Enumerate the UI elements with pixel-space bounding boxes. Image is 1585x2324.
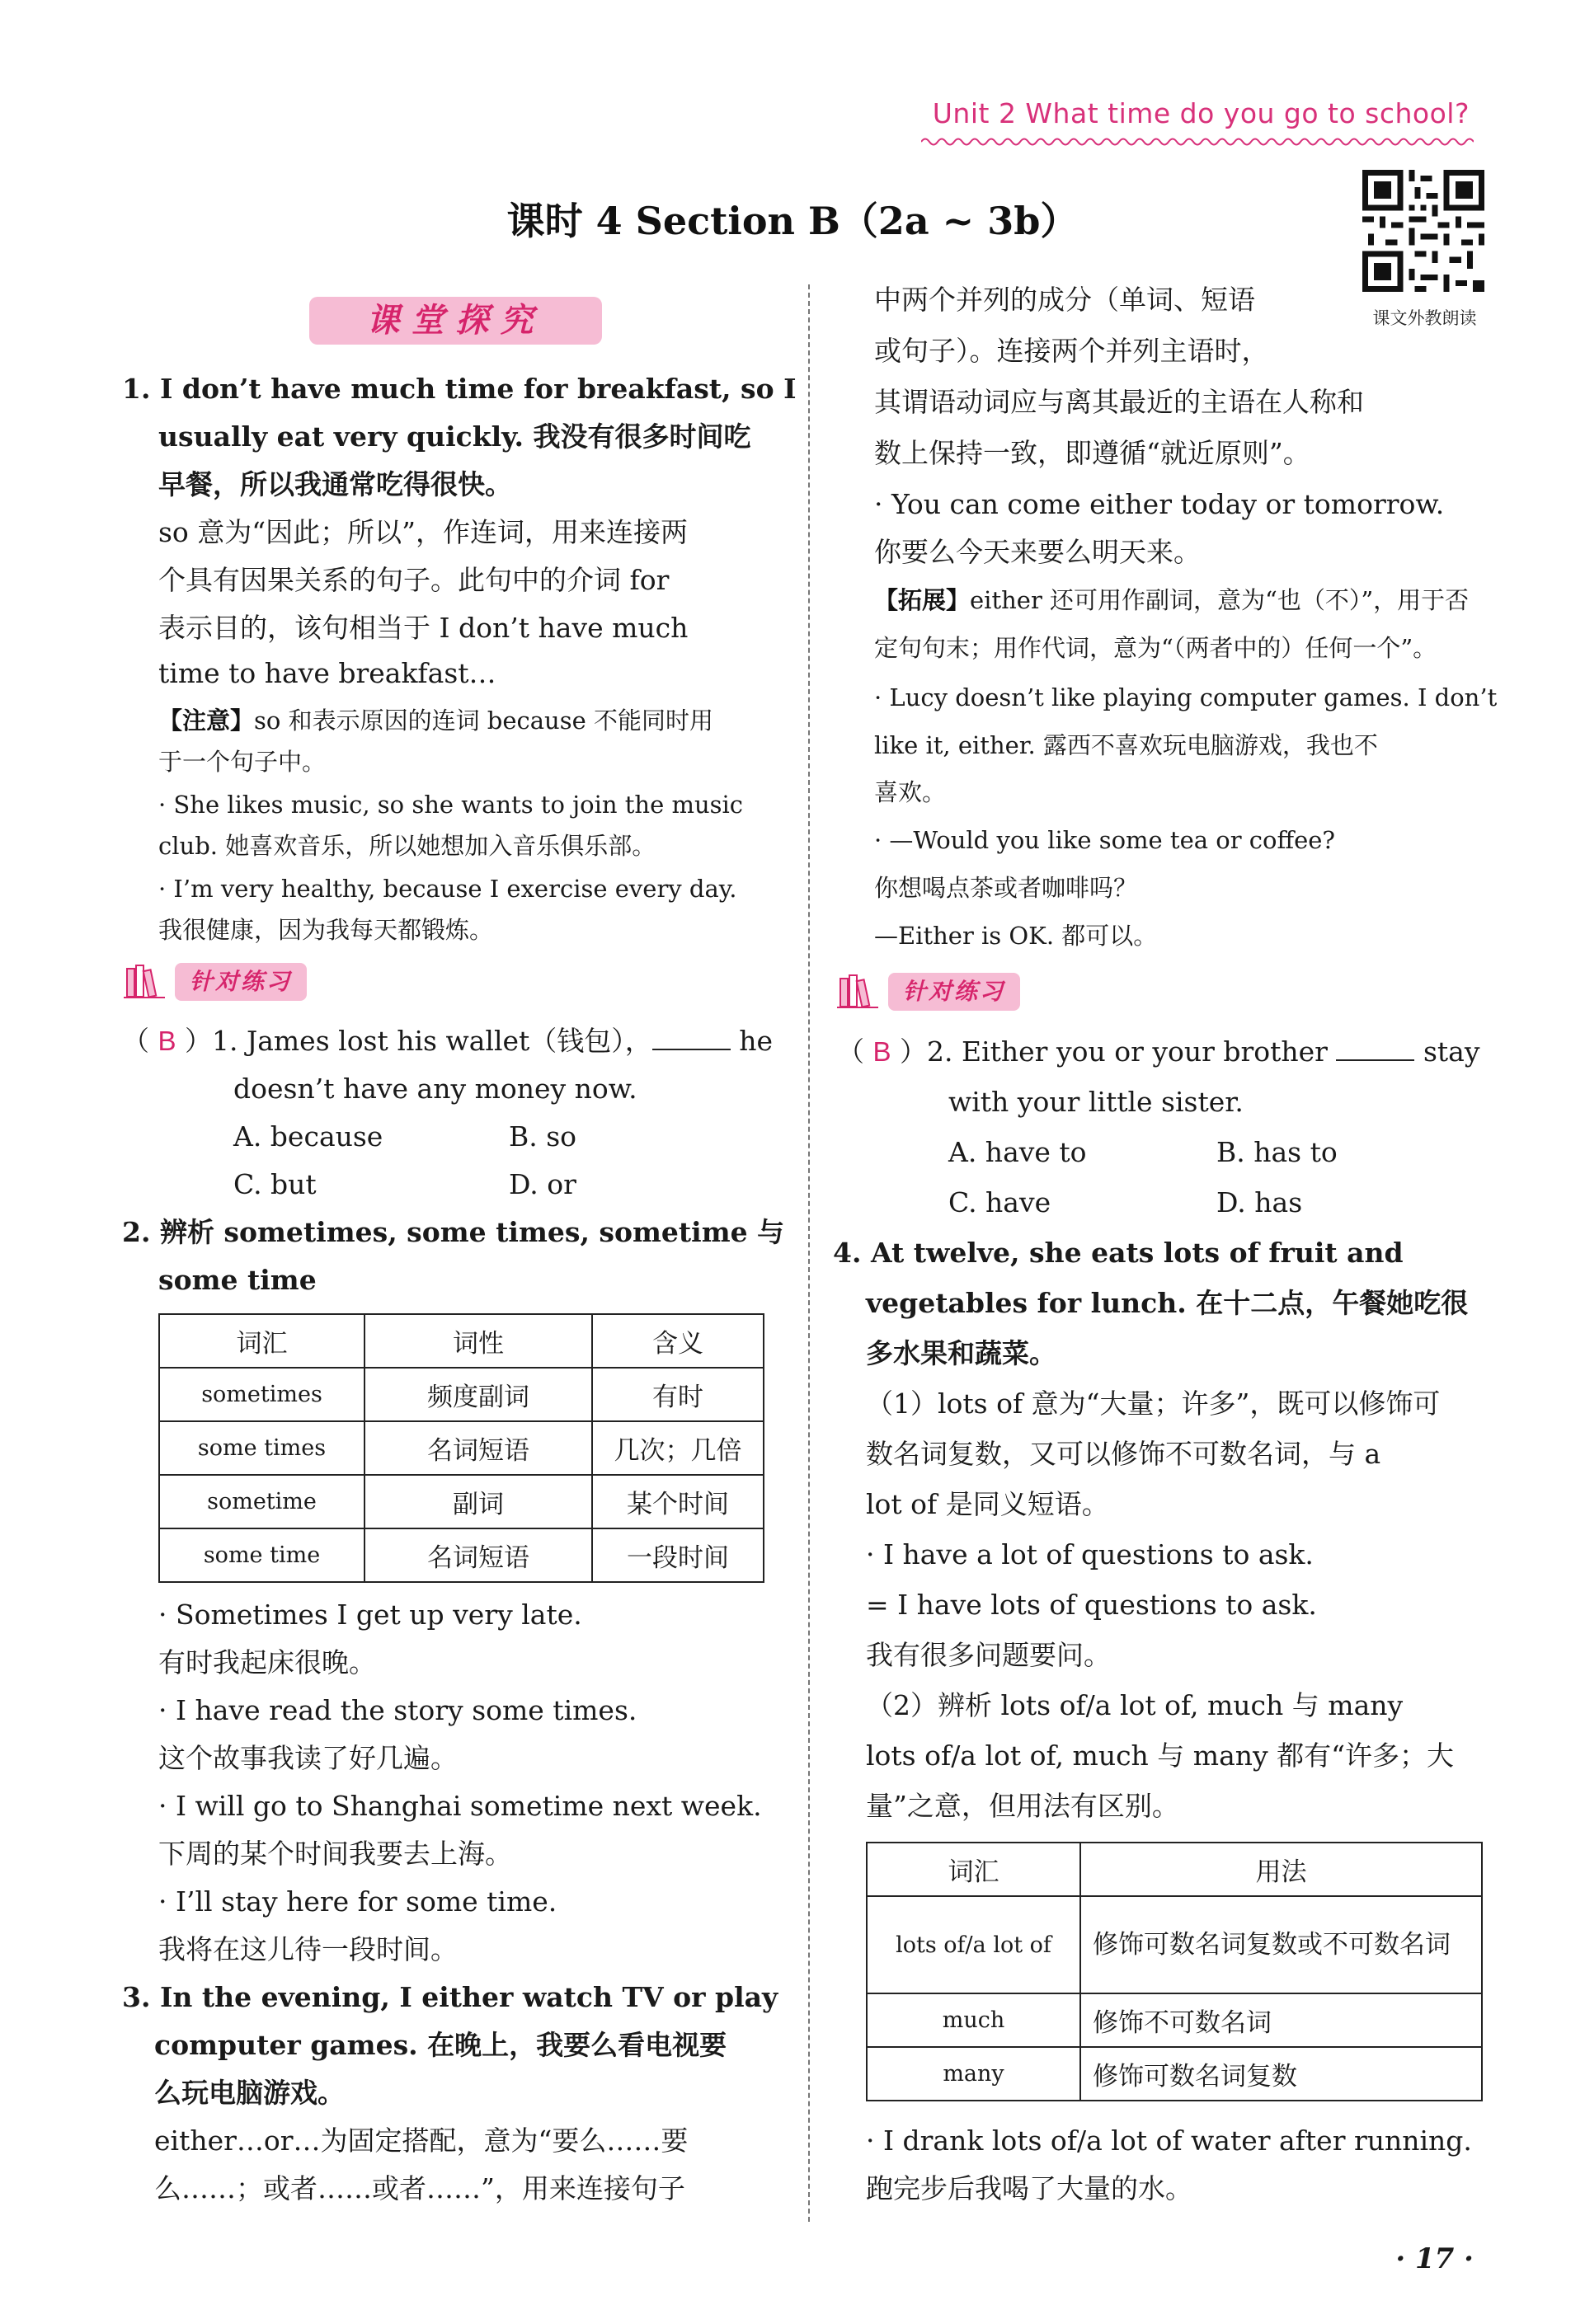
section-banner: 课堂探究 xyxy=(309,297,602,345)
extension-text: either 还可用作副词，意为“也（不）”，用于否 xyxy=(970,586,1470,614)
question-1-tail: he xyxy=(730,1025,774,1057)
example-sentence: 跑完步后我喝了大量的水。 xyxy=(866,2172,1192,2204)
option-a[interactable]: A. because xyxy=(233,1120,383,1153)
point-1-line: 表示目的，该句相当于 I don’t have much xyxy=(158,612,689,644)
question-2 xyxy=(837,1028,1479,1076)
example-sentence: · She likes music, so she wants to join the music xyxy=(158,791,744,819)
example-sentence: 你想喝点茶或者咖啡吗？ xyxy=(874,874,1138,902)
example-sentence: like it, either. 露西不喜欢玩电脑游戏，我也不 xyxy=(874,731,1378,759)
practice-banner xyxy=(837,973,1020,1011)
point-1-note xyxy=(158,699,713,742)
example-sentence: 我很健康，因为我每天都锻炼。 xyxy=(158,916,494,944)
table-cell: 副词 xyxy=(365,1475,592,1528)
example-sentence: 有时我起床很晚。 xyxy=(158,1646,376,1678)
example-sentence: 这个故事我读了好几遍。 xyxy=(158,1742,458,1774)
table-row xyxy=(159,1528,764,1582)
table-header: 含义 xyxy=(592,1314,764,1368)
point-1-line: 个具有因果关系的句子。此句中的介词 for xyxy=(158,564,670,596)
option-d[interactable]: D. or xyxy=(509,1168,576,1200)
header-wavy-line xyxy=(921,136,1474,148)
practice-label: 针对练习 xyxy=(888,973,1020,1011)
point-3-line: 数上保持一致，即遵循“就近原则”。 xyxy=(874,437,1310,469)
question-2-text-2: with your little sister. xyxy=(948,1086,1244,1118)
table-header-row xyxy=(159,1314,764,1368)
table-cell: 一段时间 xyxy=(592,1528,764,1582)
point-3-line: either…or…为固定搭配，意为“要么……要 xyxy=(154,2124,689,2157)
table-cell: lots of/a lot of xyxy=(867,1896,1080,1993)
point-1-note-2: 于一个句子中。 xyxy=(158,748,327,776)
example-sentence: · I drank lots of/a lot of water after running. xyxy=(866,2124,1472,2157)
example-sentence: · I have read the story some times. xyxy=(158,1694,637,1726)
point-1-title-2: usually eat very quickly. 我没有很多时间吃 xyxy=(158,420,751,453)
point-1-line: time to have breakfast… xyxy=(158,657,496,689)
table-row xyxy=(159,1475,764,1528)
table-row xyxy=(159,1368,764,1421)
example-sentence: · —Would you like some tea or coffee? xyxy=(874,826,1335,854)
point-2-title: 2. 辨析 sometimes, some times, sometime 与 xyxy=(122,1216,785,1248)
point-3-line: 中两个并列的成分（单词、短语 xyxy=(874,284,1255,316)
table-row xyxy=(159,1421,764,1475)
table-cell: 名词短语 xyxy=(365,1528,592,1582)
question-1 xyxy=(122,1017,773,1065)
table-cell: 频度副词 xyxy=(365,1368,592,1421)
table-header-row xyxy=(867,1843,1482,1896)
table-cell: much xyxy=(867,1993,1080,2047)
table-cell: 有时 xyxy=(592,1368,764,1421)
table-row xyxy=(867,1896,1482,1993)
qr-code-icon[interactable] xyxy=(1362,170,1484,292)
example-sentence: · I’ll stay here for some time. xyxy=(158,1885,557,1918)
point-2-title-2: some time xyxy=(158,1264,317,1296)
paren-open: （ xyxy=(837,1035,873,1068)
answer-blank[interactable] xyxy=(1336,1035,1414,1061)
table-header: 词汇 xyxy=(867,1843,1080,1896)
table-cell: some times xyxy=(159,1421,365,1475)
option-a[interactable]: A. have to xyxy=(948,1136,1087,1168)
table-cell: 修饰可数名词复数或不可数名词 xyxy=(1080,1896,1482,1993)
table-header: 用法 xyxy=(1080,1843,1482,1896)
option-b[interactable]: B. so xyxy=(509,1120,577,1153)
question-2-text: 2. Either you or your brother xyxy=(927,1035,1328,1068)
table-cell: many xyxy=(867,2047,1080,2101)
page-number: · 17 · xyxy=(1395,2242,1474,2275)
example-sentence: = I have lots of questions to ask. xyxy=(866,1589,1317,1621)
point-4-line: 量”之意，但用法有区别。 xyxy=(866,1790,1179,1822)
table-row xyxy=(867,1993,1482,2047)
practice-label: 针对练习 xyxy=(175,963,307,1001)
paren-close: ） xyxy=(176,1025,213,1057)
example-sentence: · I’m very healthy, because I exercise every day. xyxy=(158,875,737,903)
page-title: 课时 4 Section B（2a ~ 3b） xyxy=(506,199,1079,243)
extension-note-2: 定句句末；用作代词，意为“（两者中的）任何一个”。 xyxy=(874,634,1437,662)
table-header: 词性 xyxy=(365,1314,592,1368)
paren-close: ） xyxy=(891,1035,928,1068)
point-4-title-3: 多水果和蔬菜。 xyxy=(866,1337,1056,1369)
example-sentence: · You can come either today or tomorrow. xyxy=(874,488,1445,520)
table-cell: sometime xyxy=(159,1475,365,1528)
table-cell: 某个时间 xyxy=(592,1475,764,1528)
point-3-line: 或句子）。连接两个并列主语时， xyxy=(874,335,1269,367)
option-c[interactable]: C. but xyxy=(233,1168,317,1200)
qr-caption: 课文外教朗读 xyxy=(1372,308,1477,328)
example-sentence: · Lucy doesn’t like playing computer games. I don’t xyxy=(874,683,1498,711)
point-3-line: 么……；或者……或者……”，用来连接句子 xyxy=(154,2172,685,2204)
note-tag: 【注意】 xyxy=(158,707,255,735)
vocab-table-1 xyxy=(158,1313,764,1583)
extension-tag: 【拓展】 xyxy=(874,586,971,614)
answer-blank[interactable] xyxy=(652,1024,731,1050)
point-4-line: lots of/a lot of, much 与 many 都有“许多；大 xyxy=(866,1739,1455,1772)
example-sentence: 喜欢。 xyxy=(874,778,947,806)
books-icon xyxy=(837,974,878,1010)
point-3-title: 3. In the evening, I either watch TV or play xyxy=(122,1981,778,2013)
option-c[interactable]: C. have xyxy=(948,1186,1051,1218)
table-cell: some time xyxy=(159,1528,365,1582)
question-1-text: 1. James lost his wallet（钱包）， xyxy=(212,1025,652,1057)
note-text: so 和表示原因的连词 because 不能同时用 xyxy=(254,707,713,735)
answer-2: B xyxy=(872,1036,891,1067)
example-sentence: 你要么今天来要么明天来。 xyxy=(874,536,1201,568)
point-4-line: lot of 是同义短语。 xyxy=(866,1488,1109,1520)
point-4-line: （1）lots of 意为“大量；许多”，既可以修饰可 xyxy=(866,1387,1441,1420)
example-sentence: —Either is OK. 都可以。 xyxy=(874,922,1158,950)
question-1-text-2: doesn’t have any money now. xyxy=(233,1073,637,1105)
books-icon xyxy=(124,964,165,1000)
point-1-title: 1. I don’t have much time for breakfast, so I xyxy=(122,373,797,405)
point-3-title-2: computer games. 在晚上，我要么看电视要 xyxy=(154,2029,727,2061)
example-sentence: 下周的某个时间我要去上海。 xyxy=(158,1838,512,1870)
example-sentence: club. 她喜欢音乐，所以她想加入音乐俱乐部。 xyxy=(158,832,656,860)
example-sentence: · I will go to Shanghai sometime next week. xyxy=(158,1790,762,1822)
table-header: 词汇 xyxy=(159,1314,365,1368)
option-d[interactable]: D. has xyxy=(1216,1186,1303,1218)
point-1-line: so 意为“因此；所以”，作连词，用来连接两 xyxy=(158,516,689,548)
table-cell: 修饰可数名词复数 xyxy=(1080,2047,1482,2101)
point-1-title-3: 早餐，所以我通常吃得很快。 xyxy=(158,468,512,500)
table-cell: 名词短语 xyxy=(365,1421,592,1475)
vocab-table-2 xyxy=(866,1842,1483,2101)
option-b[interactable]: B. has to xyxy=(1216,1136,1338,1168)
column-divider xyxy=(808,284,810,2222)
point-4-title: 4. At twelve, she eats lots of fruit and xyxy=(833,1237,1404,1269)
table-cell: sometimes xyxy=(159,1368,365,1421)
table-cell: 几次；几倍 xyxy=(592,1421,764,1475)
point-4-title-2: vegetables for lunch. 在十二点，午餐她吃很 xyxy=(866,1287,1469,1319)
point-4-line: （2）辨析 lots of/a lot of, much 与 many xyxy=(866,1689,1404,1721)
example-sentence: 我将在这儿待一段时间。 xyxy=(158,1933,458,1965)
example-sentence: · I have a lot of questions to ask. xyxy=(866,1538,1314,1570)
table-cell: 修饰不可数名词 xyxy=(1080,1993,1482,2047)
extension-note xyxy=(874,579,1469,622)
point-4-line: 数名词复数，又可以修饰不可数名词，与 a xyxy=(866,1438,1381,1470)
unit-header: Unit 2 What time do you go to school? xyxy=(932,97,1470,129)
point-3-line: 其谓语动词应与离其最近的主语在人称和 xyxy=(874,386,1364,418)
table-row xyxy=(867,2047,1482,2101)
question-2-tail: stay xyxy=(1414,1035,1480,1068)
example-sentence: 我有很多问题要问。 xyxy=(866,1639,1111,1671)
answer-1: B xyxy=(158,1026,176,1056)
example-sentence: · Sometimes I get up very late. xyxy=(158,1599,582,1631)
paren-open: （ xyxy=(122,1025,158,1057)
point-3-title-3: 么玩电脑游戏。 xyxy=(154,2077,345,2109)
practice-banner xyxy=(124,963,307,1001)
